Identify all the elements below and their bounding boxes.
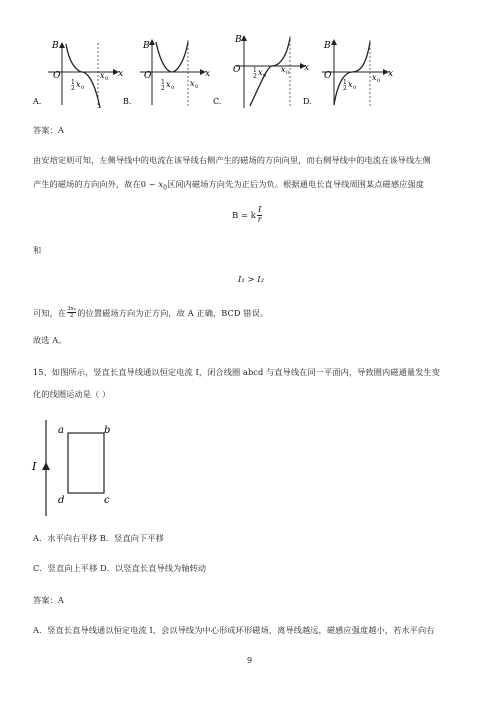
graph-b-label: B. xyxy=(123,97,132,106)
graph-d-axis-b: B xyxy=(324,41,331,51)
para2 xyxy=(33,306,268,319)
half-den: 2 xyxy=(343,85,347,92)
para1-line2-a: 产生的磁场的方向向外，故在0 ~ xyxy=(33,179,159,189)
graph-d xyxy=(303,40,393,108)
graph-a-label: A. xyxy=(33,97,42,106)
inequality: I₁ > I₂ xyxy=(238,275,265,285)
formula-b-left: B = k xyxy=(232,210,256,221)
x0-sub: 0 xyxy=(81,85,85,91)
graph-b xyxy=(123,40,210,108)
x0-label: x xyxy=(258,68,263,77)
x0-sub: 0 xyxy=(353,85,357,91)
graph-b-axis-x: x xyxy=(205,69,211,79)
fig-label-a: a xyxy=(58,425,64,436)
x0-label: x xyxy=(348,80,353,89)
formula-den: r xyxy=(257,215,262,225)
fig-label-c: c xyxy=(104,495,110,506)
x0-sub: 0 xyxy=(377,78,381,84)
graph-a-axis-x: x xyxy=(118,69,124,79)
fig-label-i: I xyxy=(32,460,37,473)
x0-sub: 0 xyxy=(286,70,290,76)
fig-label-b: b xyxy=(104,425,111,436)
x0-sub: 0 xyxy=(105,76,109,82)
formula-num: I xyxy=(257,205,262,215)
para1-line1: 由安培定则可知，左侧导线中的电流在该导线右侧产生的磁场的方向向里，而右侧导线中的电流在该导线左侧 xyxy=(33,155,431,165)
graph-b-axis-b: B xyxy=(143,41,150,51)
x0-inline-sub: 0 xyxy=(163,184,168,192)
fig-label-d: d xyxy=(58,495,65,506)
half-den: 2 xyxy=(161,85,165,92)
option-ab: A．水平向右平移 B．竖直向下平移 xyxy=(33,533,164,543)
para2-frac-den: 2 xyxy=(69,313,74,319)
explanation: A．竖直长直导线通以恒定电流 I，会以导线为中心形成环形磁场，离导线越远，磁感应强度越小，若水平向右 xyxy=(33,625,435,635)
conclusion: 故选 A。 xyxy=(33,335,67,345)
formula-b xyxy=(232,206,262,225)
x0-label: x xyxy=(100,71,105,80)
half-num: 1 xyxy=(71,79,75,86)
para2-b: 的位置磁场方向为正方向，故 A 正确，BCD 错误。 xyxy=(77,307,269,318)
half-num: 1 xyxy=(161,79,165,86)
option-cd: C．竖直向上平移 D．以竖直长直导线为轴转动 xyxy=(33,563,207,573)
graph-a xyxy=(32,41,123,108)
x0-inline: x xyxy=(158,179,164,189)
half-num: 1 xyxy=(253,67,257,74)
graph-c-origin: O xyxy=(233,65,241,75)
graph-c xyxy=(213,35,309,108)
graph-a-origin: O xyxy=(53,71,61,81)
wire-loop-svg xyxy=(30,418,130,518)
graph-c-label: C. xyxy=(213,97,222,106)
graph-d-axis-x: x xyxy=(388,69,394,79)
para2-fraction xyxy=(67,306,76,319)
answer-2: 答案：A xyxy=(33,595,64,605)
graph-c-axis-x: x xyxy=(304,63,310,73)
graphs-svg xyxy=(0,30,500,110)
x0-label: x xyxy=(76,80,81,89)
page-number: 9 xyxy=(247,656,253,665)
he-text: 和 xyxy=(33,245,42,255)
x0-sub: 0 xyxy=(195,84,199,90)
graph-row xyxy=(0,30,500,110)
half-den: 2 xyxy=(71,85,75,92)
q15-line2: 化的线圈运动是（ ） xyxy=(33,389,111,399)
graph-d-origin: O xyxy=(324,71,332,81)
half-den: 2 xyxy=(253,73,257,80)
para2-frac-num: 3x₀ xyxy=(67,306,77,312)
graph-a-axis-b: B xyxy=(52,41,59,51)
wire-loop-figure xyxy=(30,418,130,518)
para1-line2-b: 区间内磁场方向先为正后为负。根据通电长直导线周围某点磁感应强度 xyxy=(167,179,424,189)
x0-sub: 0 xyxy=(171,85,175,91)
graph-b-origin: O xyxy=(144,71,152,81)
para1-line2 xyxy=(33,178,424,195)
x0-label: x xyxy=(281,65,286,74)
x0-label: x xyxy=(166,80,171,89)
x0-label: x xyxy=(190,79,195,88)
formula-fraction xyxy=(257,206,262,225)
graph-d-label: D. xyxy=(303,97,312,106)
q15-line1: 15、如图所示，竖直长直导线通以恒定电流 I，闭合线圈 abcd 与直导线在同一平面内，导致圈内磁通量发生变 xyxy=(33,367,441,377)
answer-1: 答案：A xyxy=(33,125,64,135)
graph-c-axis-b: B xyxy=(235,35,242,45)
x0-label: x xyxy=(372,73,377,82)
para2-a: 可知，在 xyxy=(33,307,67,318)
x0-sub: 0 xyxy=(263,73,267,79)
half-num: 1 xyxy=(343,79,347,86)
